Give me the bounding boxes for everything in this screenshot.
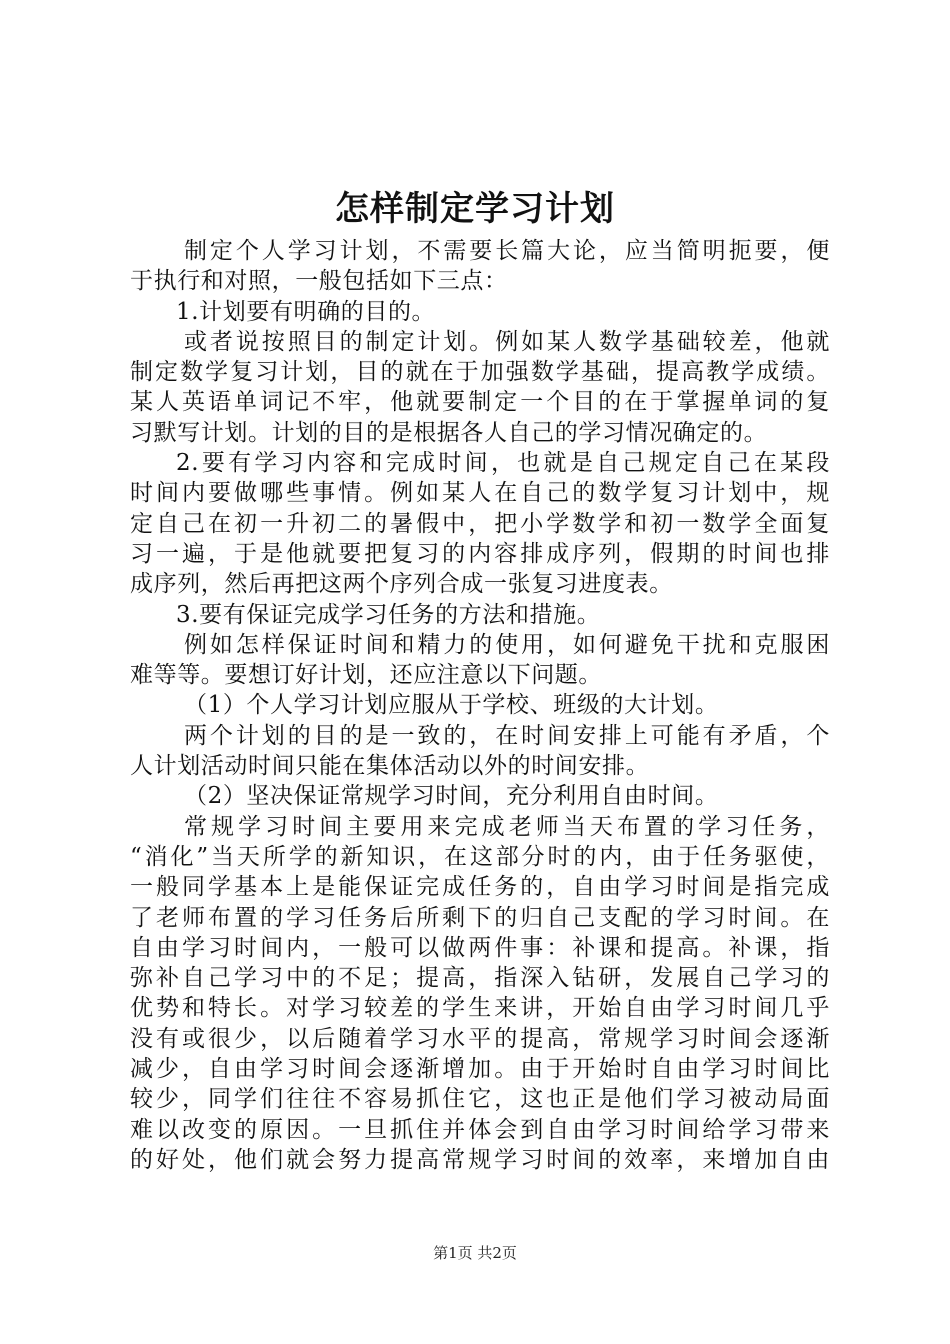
text-line: 难以改变的原因。一旦抓住并体会到自由学习时间给学习带来 xyxy=(130,1116,830,1143)
document-body xyxy=(130,236,830,1175)
text-line: 减少，自由学习时间会逐渐增加。由于开始时自由学习时间比 xyxy=(130,1056,830,1083)
text-line: 习默写计划。计划的目的是根据各人自己的学习情况确定的。 xyxy=(130,419,768,446)
text-line: 成序列，然后再把这两个序列合成一张复习进度表。 xyxy=(130,571,673,598)
text-line: （1）个人学习计划应服从于学校、班级的大计划。 xyxy=(184,692,719,719)
text-line: 时间内要做哪些事情。例如某人在自己的数学复习计划中，规 xyxy=(130,480,830,507)
text-line: 或者说按照目的制定计划。例如某人数学基础较差，他就 xyxy=(184,328,830,355)
text-line: 制定数学复习计划，目的就在于加强数学基础，提高教学成绩。 xyxy=(130,359,830,386)
text-line: 了老师布置的学习任务后所剩下的归自己支配的学习时间。在 xyxy=(130,904,830,931)
document-title: 怎样制定学习计划 xyxy=(335,189,615,229)
text-line: 1.计划要有明确的目的。 xyxy=(176,298,436,325)
text-line: 制定个人学习计划，不需要长篇大论，应当简明扼要，便 xyxy=(184,238,830,264)
text-line: 例如怎样保证时间和精力的使用，如何避免干扰和克服困 xyxy=(184,631,830,658)
text-line: 常规学习时间主要用来完成老师当天布置的学习任务， xyxy=(184,813,830,840)
text-line: 的好处，他们就会努力提高常规学习时间的效率，来增加自由 xyxy=(130,1146,830,1173)
text-line: 2.要有学习内容和完成时间，也就是自己规定自己在某段 xyxy=(176,450,830,477)
text-line: （2）坚决保证常规学习时间，充分利用自由时间。 xyxy=(184,783,719,810)
text-line: 难等等。要想订好计划，还应注意以下问题。 xyxy=(130,662,602,689)
text-line: 两个计划的目的是一致的，在时间安排上可能有矛盾，个 xyxy=(184,722,830,749)
text-line: 于执行和对照，一般包括如下三点： xyxy=(130,268,508,295)
text-line: 一般同学基本上是能保证完成任务的，自由学习时间是指完成 xyxy=(130,874,830,901)
text-line: 定自己在初一升初二的暑假中，把小学数学和初一数学全面复 xyxy=(130,510,830,537)
text-line: 3.要有保证完成学习任务的方法和措施。 xyxy=(176,601,601,628)
text-line: “消化”当天所学的新知识，在这部分时的内，由于任务驱使， xyxy=(130,843,830,870)
text-line: 人计划活动时间只能在集体活动以外的时间安排。 xyxy=(130,753,650,780)
page-footer: 第1页 共2页 xyxy=(433,1244,517,1262)
text-line: 较少，同学们往往不容易抓住它，这也正是他们学习被动局面 xyxy=(130,1086,830,1113)
text-line: 自由学习时间内，一般可以做两件事：补课和提高。补课，指 xyxy=(130,934,830,961)
text-line: 弥补自己学习中的不足；提高，指深入钻研，发展自己学习的 xyxy=(130,965,830,992)
text-line: 优势和特长。对学习较差的学生来讲，开始自由学习时间几乎 xyxy=(130,995,830,1022)
text-line: 某人英语单词记不牢，他就要制定一个目的在于掌握单词的复 xyxy=(130,389,830,416)
text-line: 没有或很少，以后随着学习水平的提高，常规学习时间会逐渐 xyxy=(130,1025,830,1052)
text-line: 习一遍，于是他就要把复习的内容排成序列，假期的时间也排 xyxy=(130,540,830,567)
